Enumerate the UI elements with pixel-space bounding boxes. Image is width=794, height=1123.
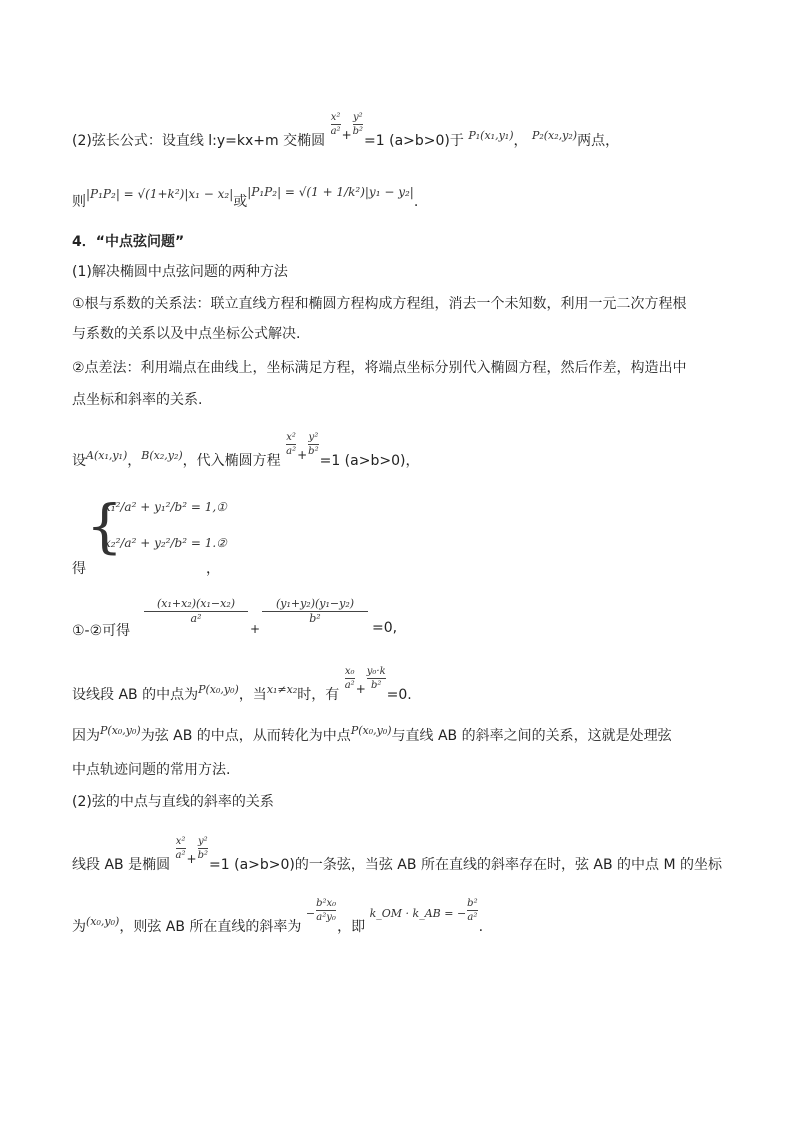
method-subtitle: (1)解决椭圆中点弦问题的两种方法 <box>72 264 288 280</box>
comma: ， <box>513 133 528 149</box>
chord-ab-line <box>72 836 723 878</box>
because-line2: 中点轨迹问题的常用方法. <box>72 762 231 778</box>
ellipse-eq-tail: =1 (a>b>0)， <box>319 453 420 469</box>
substitute-text: ，代入椭圆方程 <box>182 453 281 469</box>
system-eq2: x₂²/a² + y₂²/b² = 1.② <box>104 536 227 550</box>
or-text: 或 <box>233 194 248 210</box>
plus-sign: + <box>297 448 308 462</box>
when-text: ，当 <box>238 687 267 703</box>
plus-sign: + <box>341 128 352 142</box>
because-text: 因为 <box>72 728 100 744</box>
system-comma: ， <box>206 561 220 577</box>
then-have-text: 时，有 <box>297 687 340 703</box>
point-p0: P(x₀,y₀) <box>350 724 392 737</box>
system-eq1: x₁²/a² + y₁²/b² = 1,① <box>104 500 227 514</box>
plus-sign: + <box>355 682 366 696</box>
point-p0: P(x₀,y₀) <box>100 724 141 737</box>
point-p0: P(x₀,y₀) <box>198 683 239 696</box>
midpoint-line <box>72 666 412 708</box>
system-brace: { <box>86 492 123 560</box>
ellipse-frac-x: $\frac{\text{x²}}{\text{a²}}$ <box>286 432 297 457</box>
ellipse-frac-y: $\frac{\text{y²}}{\text{b²}}$ <box>197 836 209 861</box>
section-4-title: 4．“中点弦问题” <box>72 234 185 250</box>
mid-frac-x: $\frac{\text{x₀}}{\text{a²}}$ <box>344 666 355 691</box>
method2-line1: ②点差法：利用端点在曲线上，坐标满足方程，将端点坐标分别代入椭圆方程，然后作差，构造出中 <box>72 360 687 376</box>
as-text: 为 <box>72 919 86 935</box>
chord-ab-text: 线段 AB 是椭圆 <box>72 857 171 873</box>
because-end-text: 与直线 AB 的斜率之间的关系，这就是处理弦 <box>391 728 672 744</box>
minus-sign: − <box>305 907 316 920</box>
mid-frac-y: $\frac{\text{y₀·k}}{\text{b²}}$ <box>366 666 386 691</box>
slope-product-frac: $\frac{\text{b²}}{\text{a²}}$ <box>467 898 478 923</box>
formula-y: |P₁P₂| = √(1 + 1/k²)|y₁ − y₂| <box>247 185 414 199</box>
ellipse-eq-tail: =1 (a>b>0)于 <box>364 133 464 149</box>
relation-subtitle: (2)弦的中点与直线的斜率的关系 <box>72 794 274 810</box>
comma: ， <box>127 453 142 469</box>
point-p2: P₂(x₂,y₂) <box>531 129 578 142</box>
ellipse-frac-x: $\frac{\text{x²}}{\text{a²}}$ <box>330 112 341 137</box>
slope-frac: $\frac{\text{b²x₀}}{\text{a²y₀}}$ <box>316 898 337 923</box>
because-mid-text: 为弦 AB 的中点，从而转化为中点 <box>140 728 351 744</box>
namely-text: ，即 <box>337 919 366 935</box>
then-text: 则 <box>72 194 86 210</box>
chord-length-text: (2)弦长公式：设直线 l:y=kx+m 交椭圆 <box>72 133 326 149</box>
because-line <box>72 726 672 747</box>
subtract-frac2: (y₁+y₂)(y₁−y₂) b² <box>262 597 368 626</box>
point-b: B(x₂,y₂) <box>141 449 183 462</box>
get-text: 得 <box>72 561 86 577</box>
point-a: A(x₁,y₁) <box>86 449 128 462</box>
two-points-text: 两点， <box>577 133 620 149</box>
set-points-line <box>72 432 420 474</box>
subtract-frac1: (x₁+x₂)(x₁−x₂) a² <box>144 597 248 626</box>
chord-formula-line <box>72 185 419 212</box>
slope-product: k_OM · k_AB = − <box>369 907 467 920</box>
method1-line1: ①根与系数的关系法：联立直线方程和椭圆方程构成方程组，消去一个未知数，利用一元二次方程根 <box>72 296 687 312</box>
period: . <box>413 194 419 210</box>
subtract-text: ①-②可得 <box>72 623 131 639</box>
condition: x₁≠x₂ <box>266 683 298 696</box>
period: . <box>478 919 484 935</box>
midpoint-text: 设线段 AB 的中点为 <box>72 687 199 703</box>
point-m0: (x₀,y₀) <box>86 915 120 928</box>
ellipse-frac-y: $\frac{\text{y²}}{\text{b²}}$ <box>308 432 319 457</box>
ellipse-frac-y: $\frac{\text{y²}}{\text{b²}}$ <box>352 112 364 137</box>
method2-line2: 点坐标和斜率的关系. <box>72 392 203 408</box>
point-p1: P₁(x₁,y₁) <box>468 129 514 142</box>
slope-text: ，则弦 AB 所在直线的斜率为 <box>119 919 302 935</box>
subtract-equals: =0, <box>372 620 398 636</box>
plus-sign: + <box>186 852 197 866</box>
formula-x: |P₁P₂| = √(1+k²)|x₁ − x₂| <box>86 187 234 201</box>
plus-sign: + <box>250 622 261 636</box>
method1-line2: 与系数的关系以及中点坐标公式解决. <box>72 326 301 342</box>
chord-length-line <box>72 112 620 154</box>
set-text: 设 <box>72 453 86 469</box>
chord-ab-tail: =1 (a>b>0)的一条弦，当弦 AB 所在直线的斜率存在时，弦 AB 的中点 M 的坐标 <box>209 857 723 873</box>
midpoint-equals: =0. <box>386 687 412 703</box>
ellipse-frac-x: $\frac{\text{x²}}{\text{a²}}$ <box>175 836 186 861</box>
